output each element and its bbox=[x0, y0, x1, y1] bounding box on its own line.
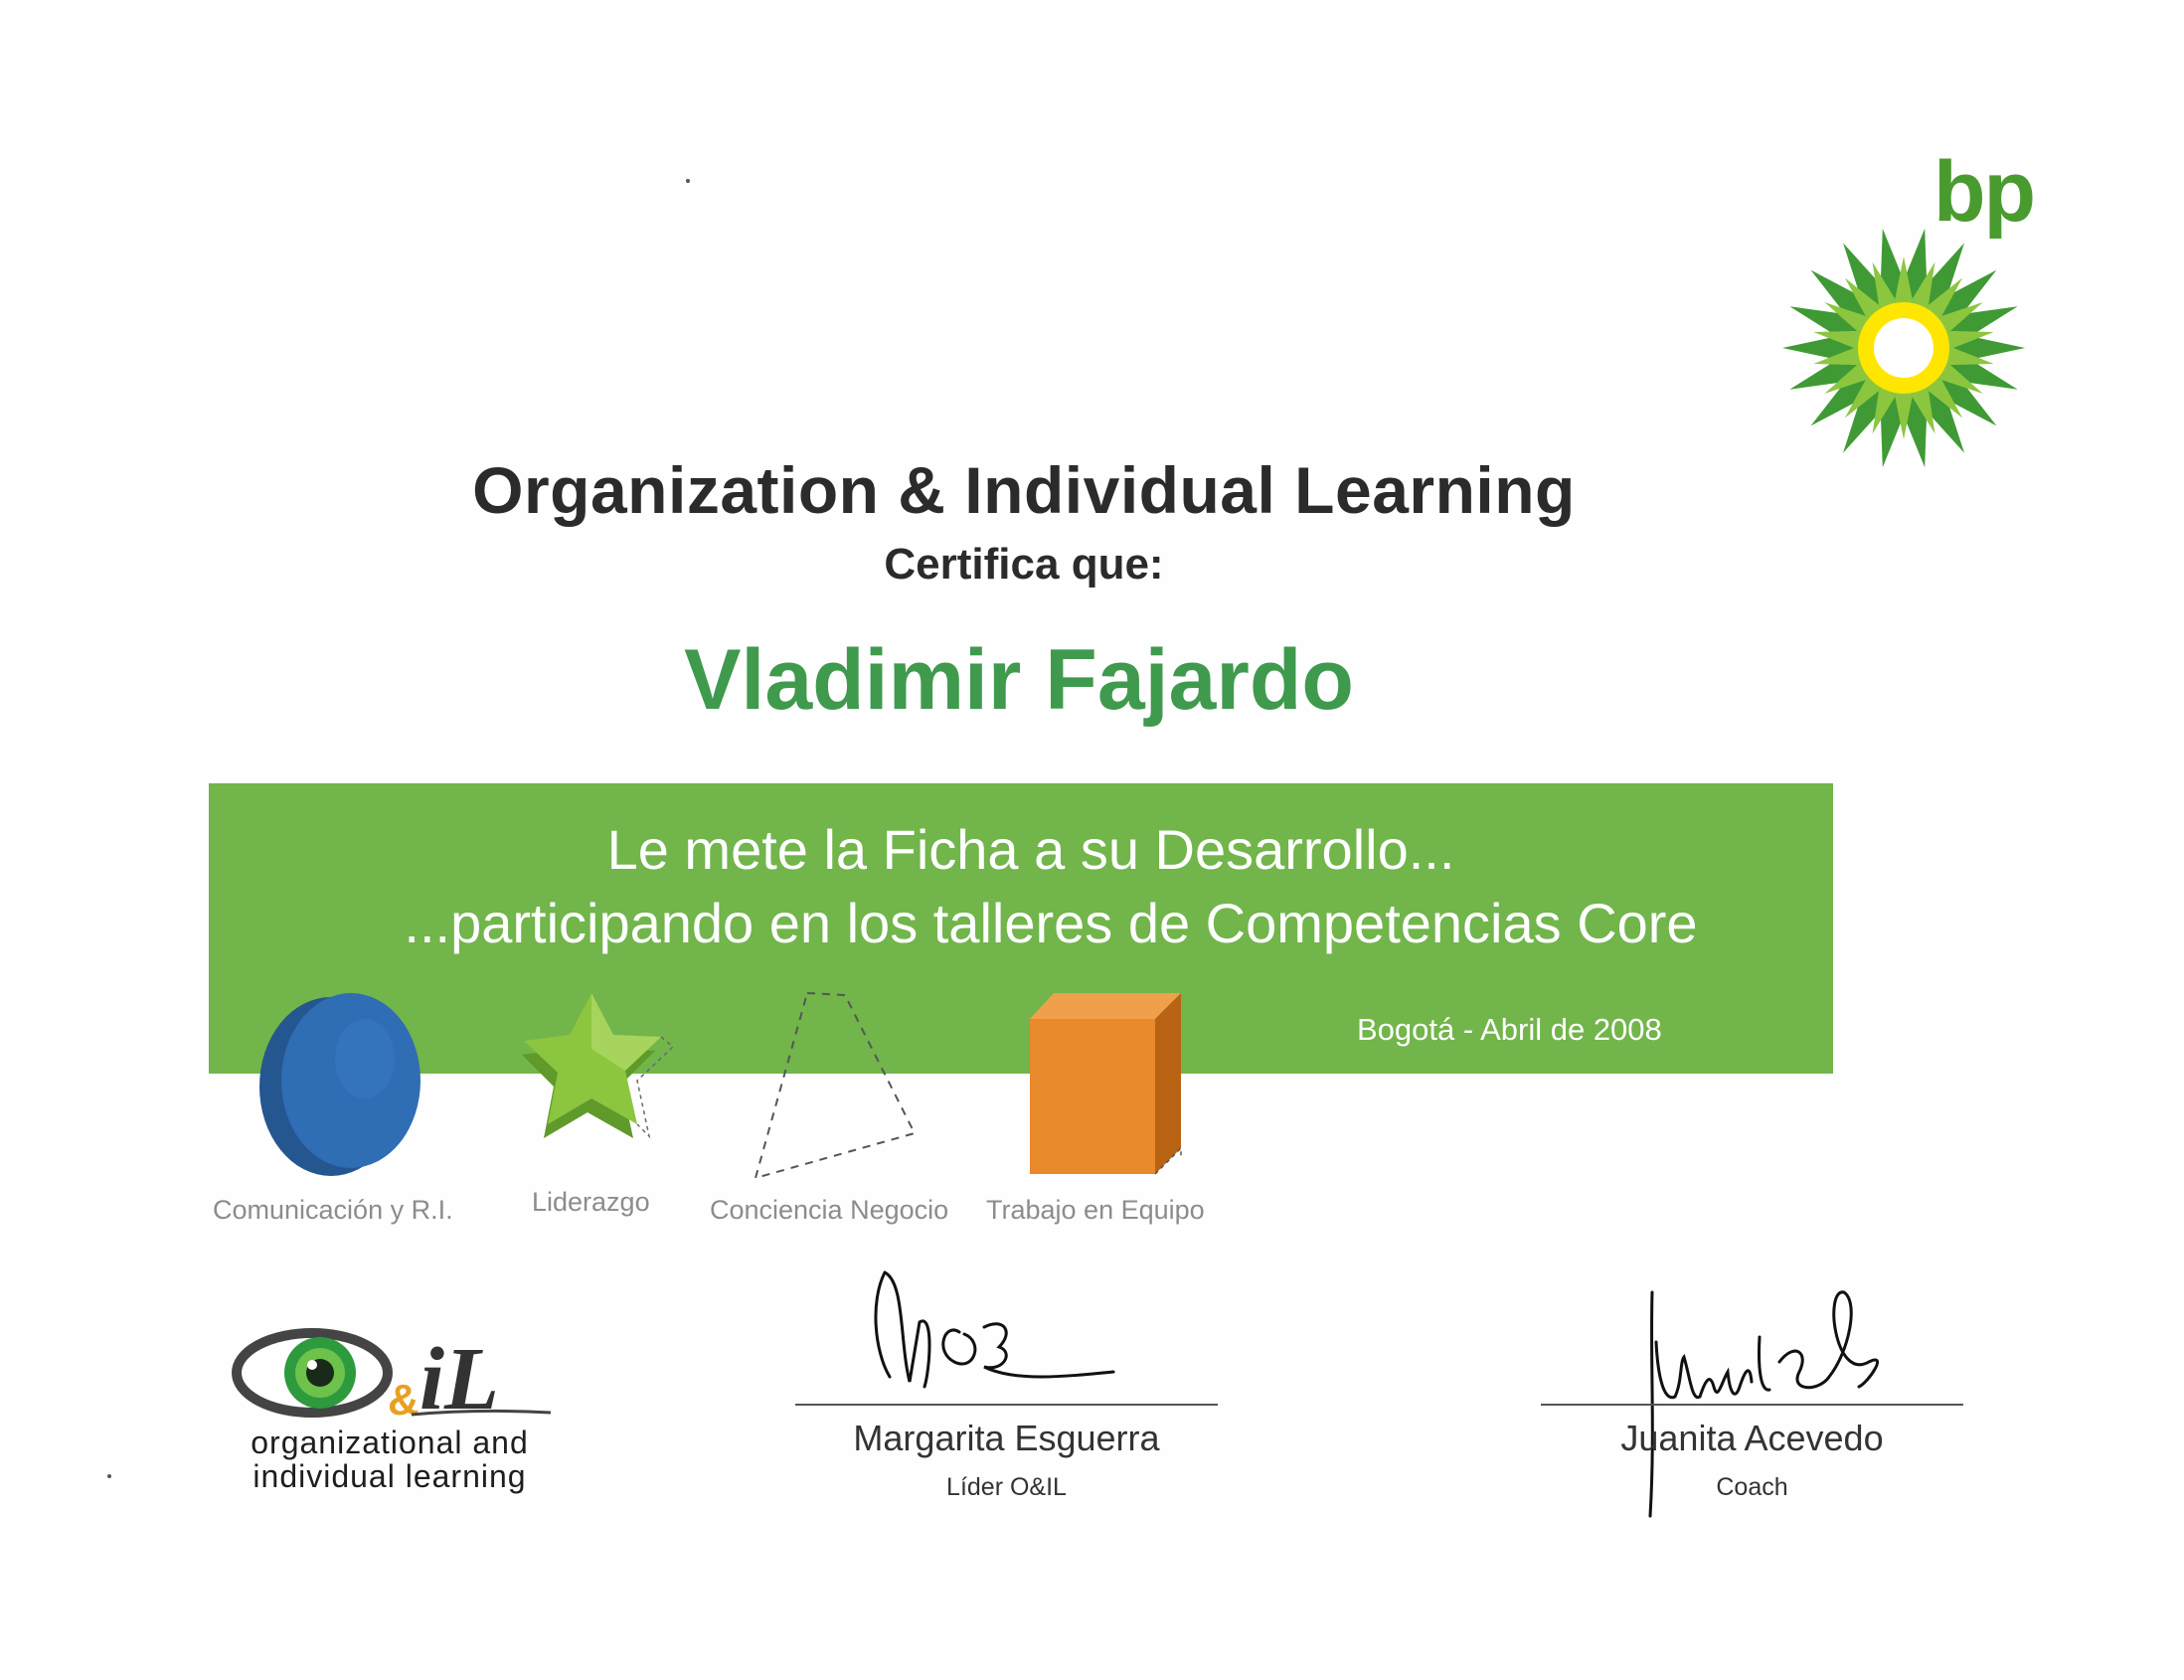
oil-logo-line2: individual learning bbox=[252, 1458, 527, 1494]
star-icon bbox=[512, 989, 686, 1173]
band-line-1: Le mete la Ficha a su Desarrollo... bbox=[606, 818, 1455, 881]
signature-margarita bbox=[865, 1262, 1123, 1422]
recipient-name: Vladimir Fajardo bbox=[684, 632, 1354, 728]
competency-label-liderazgo: Liderazgo bbox=[532, 1187, 650, 1217]
signer-role-1: Líder O&IL bbox=[946, 1473, 1067, 1501]
signature-line-1 bbox=[795, 1404, 1218, 1406]
signature-line-2 bbox=[1541, 1404, 1963, 1406]
signer-name-1: Margarita Esguerra bbox=[853, 1418, 1160, 1458]
oil-eye-logo bbox=[231, 1317, 559, 1431]
oil-logo-line1: organizational and bbox=[251, 1425, 529, 1460]
scan-speck bbox=[107, 1474, 111, 1478]
signer-role-2: Coach bbox=[1716, 1473, 1788, 1501]
svg-text:iL: iL bbox=[420, 1330, 499, 1428]
bp-wordmark: bp bbox=[1933, 144, 2035, 240]
bp-helios-logo-icon bbox=[1779, 224, 2028, 472]
scan-speck bbox=[686, 179, 690, 183]
location-date: Bogotá - Abril de 2008 bbox=[1357, 1012, 1662, 1047]
band-line-2: ...participando en los talleres de Competencias Core bbox=[404, 892, 1698, 954]
circle-icon bbox=[253, 989, 427, 1178]
box-icon bbox=[1024, 989, 1183, 1183]
certificate-title: Organization & Individual Learning bbox=[472, 453, 1576, 527]
competency-label-trabajo: Trabajo en Equipo bbox=[986, 1195, 1205, 1225]
dashed-triangle-icon bbox=[746, 989, 924, 1183]
program-band bbox=[209, 783, 1833, 1074]
competency-label-conciencia: Conciencia Negocio bbox=[710, 1195, 949, 1225]
oil-logo-text bbox=[231, 1426, 549, 1493]
competency-label-comunicacion: Comunicación y R.I. bbox=[213, 1195, 453, 1225]
signer-name-2: Juanita Acevedo bbox=[1620, 1418, 1884, 1458]
certificate-subtitle: Certifica que: bbox=[884, 540, 1164, 588]
svg-text:&: & bbox=[388, 1376, 420, 1425]
